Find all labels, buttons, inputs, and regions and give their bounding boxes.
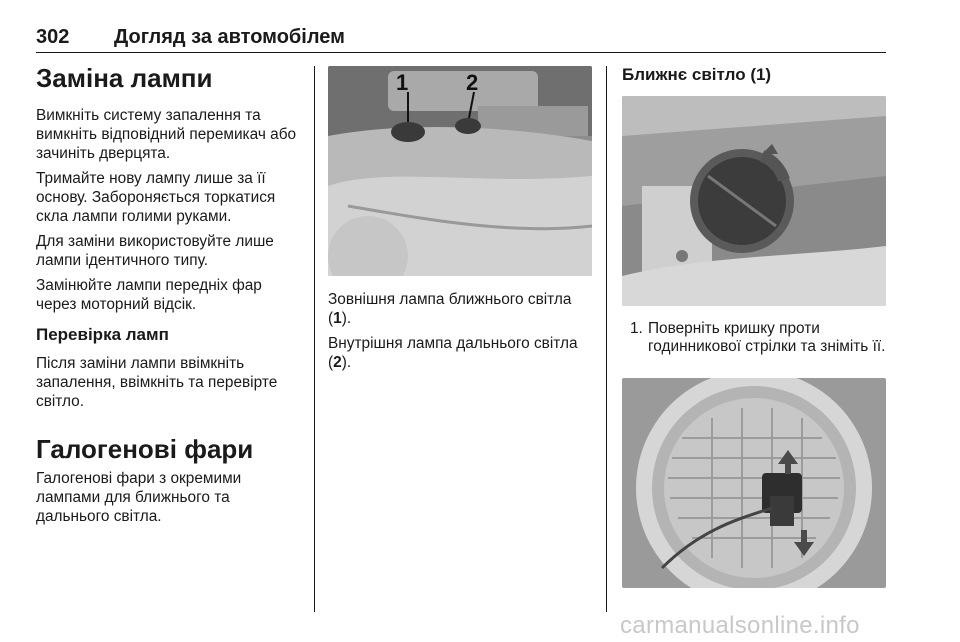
engine-bay-illustration <box>328 66 592 276</box>
step-1 <box>630 320 888 360</box>
cover-illustration <box>622 96 886 306</box>
left-column <box>36 62 298 532</box>
step-text: Поверніть кришку проти годинникової стрілки та зніміть її. <box>648 320 886 355</box>
paragraph: Для заміни використовуйте лише лампи ідентичного типу. <box>36 233 274 269</box>
bulb-holder-illustration <box>622 378 886 588</box>
subheading: Перевірка ламп <box>36 325 169 344</box>
paragraph: Вимкніть систему запалення та вимкніть відповідний перемикач або зачиніть дверцята. <box>36 107 297 162</box>
caption-line: Зовнішня лампа ближнього світла (1). <box>328 291 572 327</box>
section-title: Галогенові фари <box>36 434 254 464</box>
caption-line: Внутрішня лампа дальнього світла (2). <box>328 335 578 371</box>
step-number: 1. <box>630 320 643 337</box>
paragraph: Замінюйте лампи передніх фар через моторний відсік. <box>36 277 262 313</box>
page-header <box>36 22 886 53</box>
paragraph: Тримайте нову лампу лише за її основу. Забороняється торкатися скла лампи голими руками. <box>36 170 276 225</box>
section-heading: Ближнє світло (1) <box>622 65 772 84</box>
paragraph: Після заміни лампи ввімкніть запалення, ввімкніть та перевірте світло. <box>36 355 278 410</box>
figure-label-1: 1 <box>396 70 409 95</box>
paragraph: Галогенові фари з окремими лампами для ближнього та дальнього світла. <box>36 470 242 525</box>
section-title: Заміна лампи <box>36 63 213 93</box>
chapter-title: Догляд за автомобілем <box>114 26 345 48</box>
column-divider <box>606 66 607 612</box>
figure-label-2: 2 <box>466 70 479 95</box>
watermark: carmanualsonline.info <box>620 612 860 639</box>
figure-caption <box>328 290 594 378</box>
page-number: 302 <box>36 26 70 48</box>
column-divider <box>314 66 315 612</box>
